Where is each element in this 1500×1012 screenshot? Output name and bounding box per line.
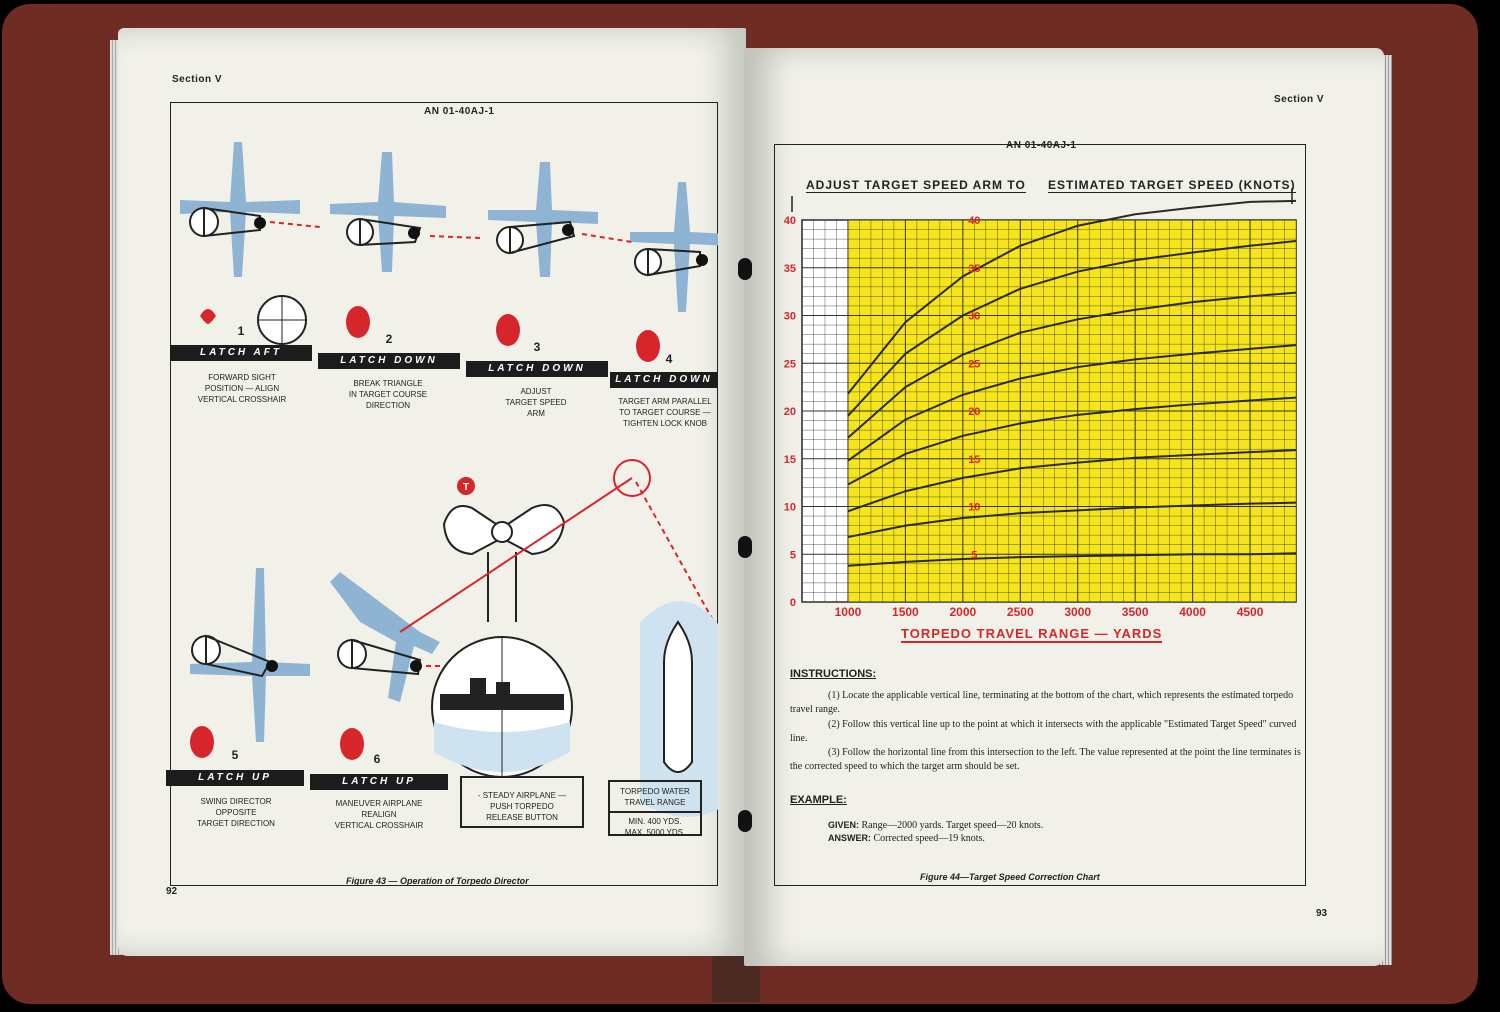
curve-speed-label: 20 [968,406,981,418]
step-caption: FORWARD SIGHT POSITION — ALIGN VERTICAL CROSSHAIR [197,373,287,404]
y-tick-label: 5 [789,549,796,562]
curve-speed-label: 10 [968,501,981,514]
page-number: 92 [166,886,178,897]
x-tick-label: 1500 [892,605,919,619]
y-tick-label: 0 [789,597,796,609]
x-tick-label: 4000 [1179,605,1206,619]
torpedo-director-illustration [170,102,718,884]
figure-caption: Figure 44—Target Speed Correction Chart [920,872,1100,882]
curve-speed-label: 5 [971,549,978,562]
instruction-1: (1) Locate the applicable vertical line, terminating at the bottom of the chart, which represents the estimated torpedo travel range. [790,690,1294,715]
latch-label: LATCH DOWN [466,361,608,377]
x-axis-label: TORPEDO TRAVEL RANGE — YARDS [901,626,1163,641]
latch-label: LATCH AFT [170,345,312,361]
step-number: 6 [373,752,381,766]
curve-speed-label: 15 [968,453,981,466]
section-header: Section V [1274,94,1325,105]
step-caption: MANEUVER AIRPLANE REALIGN VERTICAL CROSSHAIR [334,799,424,830]
binder-ring-icon [738,810,752,832]
scope-view-icon [432,637,572,777]
latch-label: LATCH DOWN [318,353,460,369]
chart-title-right: ESTIMATED TARGET SPEED (KNOTS) [1048,178,1296,192]
y-tick-label: 20 [783,406,796,418]
example-answer: ANSWER: Corrected speed—19 knots. [828,833,985,844]
airplane-icon [180,142,718,742]
y-tick-label: 10 [783,501,796,514]
chart-title-left: ADJUST TARGET SPEED ARM TO [806,178,1026,192]
x-tick-label: 3500 [1121,605,1149,619]
step-caption: TARGET ARM PARALLEL TO TARGET COURSE — TIGHTEN LOCK KNOB [618,397,712,428]
x-tick-label: 3000 [1064,605,1092,619]
director-arm-icon [190,208,700,676]
x-tick-label: 4500 [1236,605,1264,619]
step-number: 1 [237,324,245,338]
left-page [118,28,746,956]
instruction-3: (3) Follow the horizontal line from this intersection to the left. The value represented at the point the line terminates is the corrected speed to which the target arm should be set. [790,747,1301,772]
page-number: 93 [1316,908,1328,919]
y-tick-label: 25 [783,358,796,371]
x-tick-label: 2500 [1006,605,1034,619]
section-header: Section V [172,74,223,85]
step-caption: BREAK TRIANGLE IN TARGET COURSE DIRECTION [348,379,428,410]
instruction-2: (2) Follow this vertical line up to the point at which it intersects with the applicable "Estimated Target Speed" curved line. [790,719,1297,744]
x-tick-label: 1000 [834,605,862,619]
step-caption: ADJUST TARGET SPEED ARM [505,387,567,418]
binder-ring-icon [738,258,752,280]
release-instruction-box: - STEADY AIRPLANE — PUSH TORPEDO RELEASE BUTTON [460,776,584,828]
curve-speed-label: 25 [968,358,981,371]
right-page [744,48,1384,966]
step-caption: SWING DIRECTOR OPPOSITE TARGET DIRECTION [197,797,275,828]
y-tick-label: 15 [783,453,796,466]
latch-label: LATCH UP [166,770,304,786]
step-number: 5 [231,748,239,762]
knob-t-letter: T [462,482,470,493]
example-given: GIVEN: Range—2000 yards. Target speed—20 knots. [828,820,1044,831]
curve-speed-label: 40 [968,215,981,227]
sight-reticle-icon [258,296,306,344]
document-id: AN 01-40AJ-1 [424,106,495,117]
example-heading: EXAMPLE: [790,794,847,806]
step-number: 2 [385,332,393,346]
y-tick-label: 35 [783,262,796,275]
latch-label: LATCH DOWN [610,372,718,388]
latch-label: LATCH UP [310,774,448,790]
binder-ring-icon [738,536,752,558]
y-tick-label: 30 [783,310,796,323]
document-id: AN 01-40AJ-1 [1006,140,1077,151]
curve-speed-label: 35 [968,262,981,275]
step-number: 4 [665,352,673,366]
travel-range-box: TORPEDO WATER TRAVEL RANGE MIN. 400 YDS. MAX. 5000 YDS. [608,780,702,836]
instructions-heading: INSTRUCTIONS: [790,668,877,680]
curve-speed-label: 30 [968,310,981,323]
x-tick-label: 2000 [949,605,977,619]
y-tick-label: 40 [783,215,796,227]
step-number: 3 [533,340,541,354]
figure-caption: Figure 43 — Operation of Torpedo Director [346,876,529,886]
